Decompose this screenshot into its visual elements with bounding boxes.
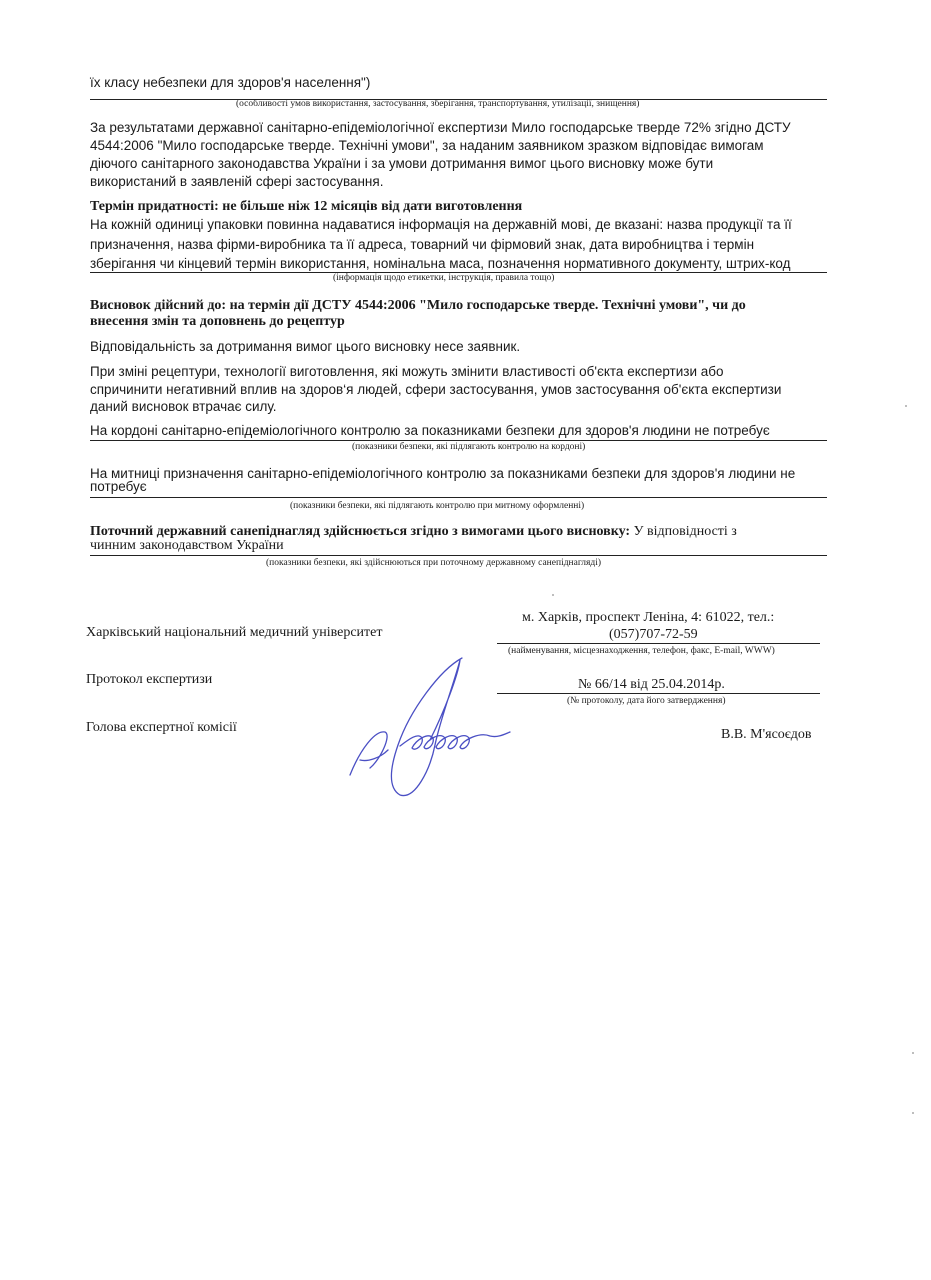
conclusion-line-4: використаний в заявленій сфері застосування. <box>90 174 384 189</box>
labeling-caption: (інформація щодо етикетки, інструкція, правила тощо) <box>333 273 555 283</box>
customs-control-line-2: потребує <box>90 479 147 494</box>
supervision-normal-text: У відповідності з <box>630 524 737 539</box>
protocol-value: № 66/14 від 25.04.2014р. <box>578 677 725 692</box>
conclusion-line-3: діючого санітарного законодавства України і за умови дотримання вимог цього висновку може бути <box>90 156 714 171</box>
recipe-change-line-2: спричинити негативний вплив на здоров‘я людей, сфери застосування, умов застосування об'єкта експертизи <box>90 382 782 397</box>
divider-line <box>90 555 827 556</box>
protocol-label: Протокол експертизи <box>86 672 213 687</box>
scan-speck <box>552 594 554 596</box>
divider-line <box>90 440 827 441</box>
border-control-text: На кордоні санітарно-епідеміологічного контролю за показниками безпеки для здоров'я людини не потребує <box>90 423 770 438</box>
address-line-2: (057)707-72-59 <box>609 627 698 642</box>
chair-label: Голова експертної комісії <box>86 720 237 735</box>
shelf-life-title: Термін придатності: не більше ніж 12 місяців від дати виготовлення <box>90 199 523 214</box>
institution-label: Харківський національний медичний університет <box>86 625 383 640</box>
handwritten-signature <box>340 650 530 810</box>
supervision-caption: (показники безпеки, які здійснюються при поточному державному санепіднагляді) <box>266 558 602 568</box>
labeling-line-3: зберігання чи кінцевий термін використання, номінальна маса, позначення нормативного документу, штрих-код <box>90 256 791 271</box>
divider-line <box>497 643 820 644</box>
usage-conditions-continued: їх класу небезпеки для здоров'я населення") <box>90 75 371 90</box>
scan-speck <box>912 1112 914 1114</box>
address-line-1: м. Харків, проспект Леніна, 4: 61022, тел.: <box>522 610 775 625</box>
recipe-change-line-1: При зміні рецептури, технології виготовлення, які можуть змінити властивості об'єкта експертизи або <box>90 364 724 379</box>
supervision-bold-text: Поточний державний санепіднагляд здійснюється згідно з вимогами цього висновку: <box>90 524 631 539</box>
chair-name: В.В. М'ясоєдов <box>721 727 812 742</box>
conclusion-line-2: 4544:2006 "Мило господарське тверде. Технічні умови", за наданим заявником зразком відповідає вимогам <box>90 138 764 153</box>
scan-speck <box>912 1052 914 1054</box>
validity-line-1: Висновок дійсний до: на термін дії ДСТУ 4544:2006 "Мило господарське тверде. Технічні умови", чи до <box>90 298 746 313</box>
usage-conditions-caption: (особливості умов використання, застосування, зберігання, транспортування, утилізації, знищення) <box>236 99 640 109</box>
divider-line <box>90 497 827 498</box>
customs-control-caption: (показники безпеки, які підлягають контролю при митному оформленні) <box>290 501 585 511</box>
responsibility-text: Відповідальність за дотримання вимог цього висновку несе заявник. <box>90 339 521 354</box>
protocol-caption: (№ протоколу, дата його затвердження) <box>567 696 726 706</box>
scan-speck <box>905 405 907 407</box>
labeling-line-1: На кожній одиниці упаковки повинна надаватися інформація на державній мові, де вказані: назва продукції та її <box>90 217 792 232</box>
recipe-change-line-3: даний висновок втрачає силу. <box>90 399 277 414</box>
border-control-caption: (показники безпеки, які підлягають контролю на кордоні) <box>352 442 586 452</box>
validity-line-2: внесення змін та доповнень до рецептур <box>90 314 345 329</box>
supervision-line-2: чинним законодавством України <box>90 538 284 553</box>
customs-control-line-1: На митниці призначення санітарно-епідеміологічного контролю за показниками безпеки для здоров'я людини не <box>90 466 796 481</box>
labeling-line-2: призначення, назва фірми-виробника та її адреса, товарний чи фірмовий знак, дата виробництва і термін <box>90 237 755 252</box>
address-caption: (найменування, місцезнаходження, телефон, факс, E-mail, WWW) <box>508 646 775 656</box>
divider-line <box>497 693 820 694</box>
conclusion-line-1: За результатами державної санітарно-епідеміологічної експертизи Мило господарське тверде 72% згідно ДСТУ <box>90 120 791 135</box>
